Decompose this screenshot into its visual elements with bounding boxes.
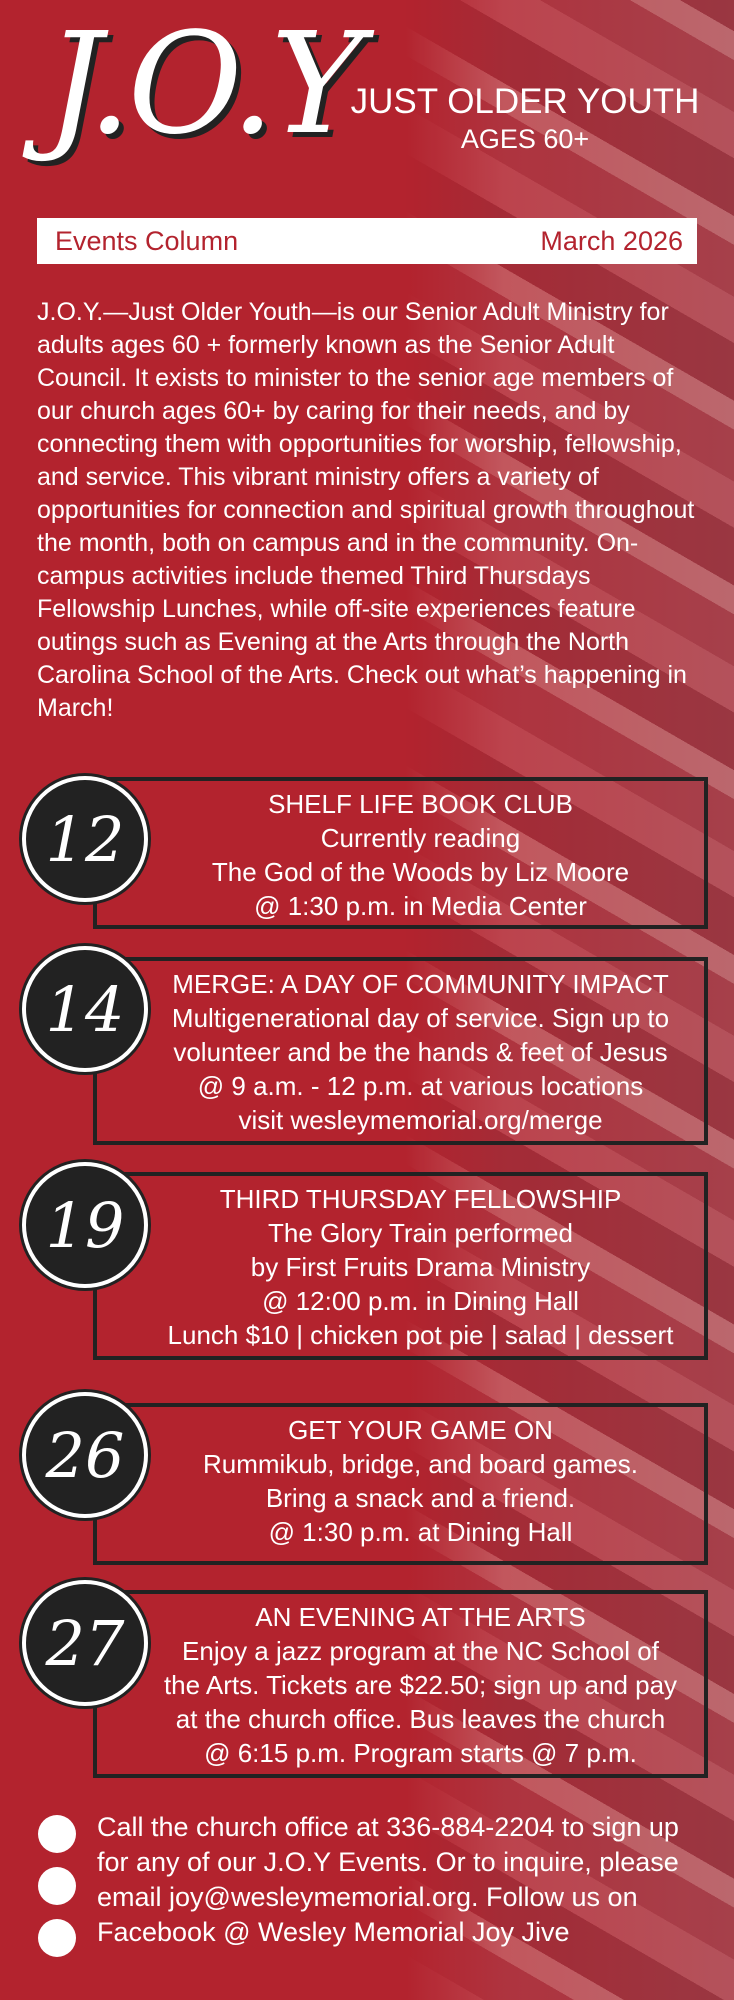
event-detail: Bring a snack and a friend. bbox=[265, 1483, 576, 1513]
event-detail: the Arts. Tickets are $22.50; sign up and pay bbox=[163, 1670, 678, 1700]
event-detail: Lunch $10 | chicken pot pie | salad | dessert bbox=[167, 1320, 674, 1350]
event-detail: volunteer and be the hands & feet of Jesus bbox=[173, 1037, 668, 1067]
banner-date: March 2026 bbox=[540, 225, 683, 256]
event-detail: Enjoy a jazz program at the NC School of bbox=[182, 1636, 659, 1666]
event-date-badge: 19 bbox=[22, 1162, 148, 1288]
event-card bbox=[93, 1403, 708, 1565]
intro-paragraph: J.O.Y.—Just Older Youth—is our Senior Adult Ministry for adults ages 60 + formerly known as the Senior Adult Council. It exists to minister to the senior age members of our church ages 60+ by caring for their needs, and by connecting them with opportunities for worship, fellowship, and service. This vibrant ministry offers a variety of opportunities for connection and spiritual growth throughout the month, both on campus and in the community. On-campus activities include themed Third Thursdays Fellowship Lunches, while off-site experiences feature outings such as Evening at the Arts through the North Carolina School of the Arts. Check out what’s happening in March! bbox=[37, 298, 695, 722]
tagline-ages: AGES 60+ bbox=[460, 124, 590, 154]
event-title: THIRD THURSDAY FELLOWSHIP bbox=[219, 1184, 622, 1214]
bullet-dot bbox=[38, 1919, 76, 1957]
events-banner bbox=[37, 218, 697, 264]
event-detail: @ 1:30 p.m. in Media Center bbox=[254, 891, 587, 921]
event-detail: The Glory Train performed bbox=[268, 1218, 573, 1248]
event-detail: Multigenerational day of service. Sign up to bbox=[171, 1003, 670, 1033]
event-title: MERGE: A DAY OF COMMUNITY IMPACT bbox=[172, 969, 669, 999]
event-detail: Rummikub, bridge, and board games. bbox=[202, 1449, 638, 1479]
event-title: GET YOUR GAME ON bbox=[288, 1415, 553, 1445]
bullet-dot bbox=[38, 1815, 76, 1853]
event-detail: The God of the Woods by Liz Moore bbox=[211, 857, 630, 887]
event-detail: by First Fruits Drama Ministry bbox=[250, 1252, 591, 1282]
event-date-badge: 27 bbox=[22, 1580, 148, 1706]
event-title: AN EVENING AT THE ARTS bbox=[255, 1602, 586, 1632]
banner-title: Events Column bbox=[55, 225, 239, 256]
contact-info: Call the church office at 336-884-2204 to sign up for any of our J.O.Y Events. Or to inquire, please email joy@wesleymemorial.org. Follow us on Facebook @ Wesley Memorial Joy Jive bbox=[97, 1812, 679, 1947]
event-detail: at the church office. Bus leaves the church bbox=[175, 1704, 666, 1734]
event-link[interactable]: visit wesleymemorial.org/merge bbox=[238, 1105, 603, 1135]
tagline bbox=[340, 82, 710, 156]
event-date-badge: 14 bbox=[22, 946, 148, 1072]
event-title: SHELF LIFE BOOK CLUB bbox=[268, 789, 573, 819]
joy-logo: J.O.Y bbox=[46, 3, 360, 166]
event-detail: @ 1:30 p.m. at Dining Hall bbox=[268, 1517, 573, 1547]
event-detail: @ 12:00 p.m. in Dining Hall bbox=[262, 1286, 579, 1316]
event-detail: Currently reading bbox=[320, 823, 521, 853]
event-date-badge: 26 bbox=[22, 1392, 148, 1518]
event-card bbox=[93, 957, 708, 1145]
event-detail: @ 9 a.m. - 12 p.m. at various locations bbox=[197, 1071, 644, 1101]
bullet-dot bbox=[38, 1867, 76, 1905]
tagline-title: JUST OLDER YOUTH bbox=[350, 82, 700, 121]
event-card bbox=[93, 777, 708, 929]
event-date-badge: 12 bbox=[22, 776, 148, 902]
event-card bbox=[93, 1590, 708, 1778]
event-detail: @ 6:15 p.m. Program starts @ 7 p.m. bbox=[204, 1738, 637, 1768]
event-card bbox=[93, 1172, 708, 1360]
